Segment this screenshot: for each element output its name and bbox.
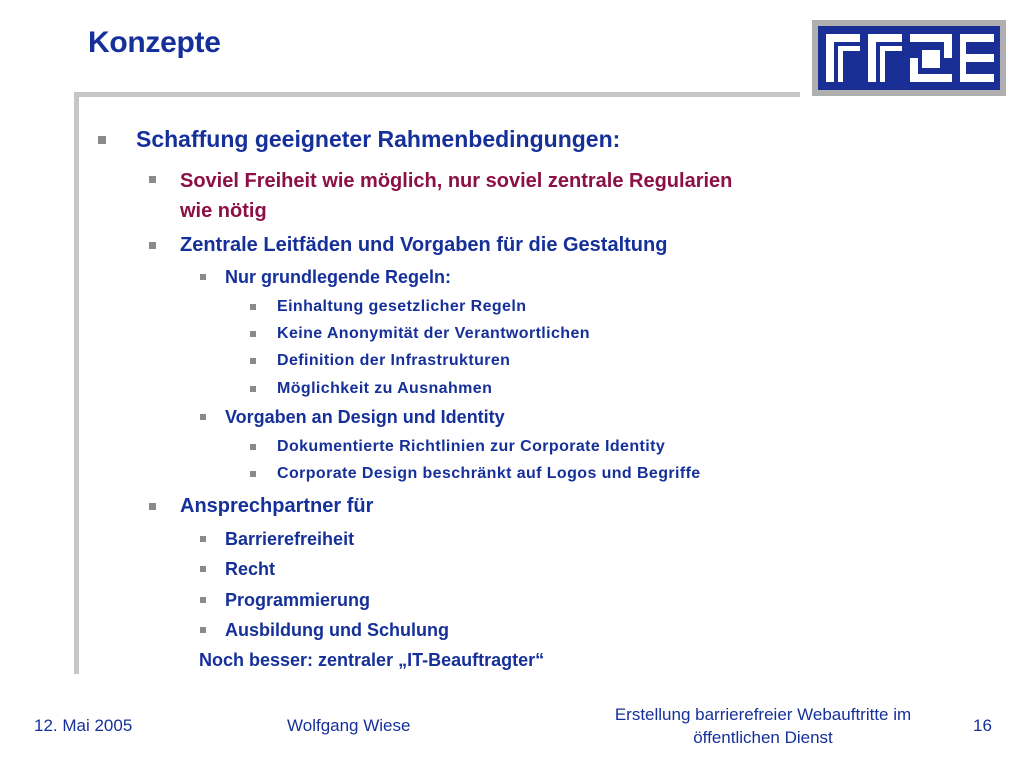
- square-bullet-icon: [250, 358, 256, 364]
- item-text: Schaffung geeigneter Rahmenbedingungen:: [136, 126, 621, 152]
- footer-title-line: Erstellung barrierefreier Webauftritte im: [614, 705, 912, 724]
- bullet-item: [200, 529, 354, 550]
- item-text: Ausbildung und Schulung: [225, 620, 449, 640]
- square-bullet-icon: [149, 242, 156, 249]
- item-text: Nur grundlegende Regeln:: [225, 267, 452, 287]
- square-bullet-icon: [250, 444, 256, 450]
- bullet-item: [98, 126, 620, 153]
- item-text: Dokumentierte Richtlinien zur Corporate Identity: [277, 438, 666, 455]
- rrze-logo: [812, 20, 1006, 96]
- frame-left-rule: [74, 92, 79, 674]
- bullet-item: [200, 620, 449, 641]
- square-bullet-icon: [250, 386, 256, 392]
- square-bullet-icon: [200, 627, 206, 633]
- item-text: Zentrale Leitfäden und Vorgaben für die Gestaltung: [180, 234, 668, 256]
- footer-date: 12. Mai 2005: [34, 716, 133, 735]
- item-text-line: Soviel Freiheit wie möglich, nur soviel zentrale Regularien: [180, 170, 733, 192]
- square-bullet-icon: [250, 471, 256, 477]
- bullet-item: [149, 495, 373, 518]
- item-text: Programmierung: [225, 590, 371, 610]
- item-text-highlight: [180, 166, 732, 226]
- bullet-item: [250, 465, 701, 483]
- square-bullet-icon: [250, 331, 256, 337]
- bullet-item: [250, 325, 590, 343]
- footer-title-line: öffentlichen Dienst: [693, 728, 833, 747]
- item-text: Barrierefreiheit: [225, 529, 355, 549]
- item-text: Ansprechpartner für: [180, 495, 374, 517]
- bullet-item: [250, 380, 492, 398]
- footer-presentation-title: [560, 703, 966, 749]
- bullet-item: [200, 267, 451, 288]
- footer-author: Wolfgang Wiese: [287, 716, 411, 735]
- item-text: Einhaltung gesetzlicher Regeln: [277, 298, 527, 315]
- item-text: Definition der Infrastrukturen: [277, 352, 511, 369]
- square-bullet-icon: [200, 536, 206, 542]
- note-text: Noch besser: zentraler „IT-Beauftragter“: [199, 650, 545, 670]
- square-bullet-icon: [149, 176, 156, 183]
- bullet-item: [200, 559, 275, 580]
- item-text: Corporate Design beschränkt auf Logos und Begriffe: [277, 465, 701, 482]
- item-text: Vorgaben an Design und Identity: [225, 407, 505, 427]
- bullet-item: [149, 166, 732, 226]
- square-bullet-icon: [98, 136, 106, 144]
- item-text-line: wie nötig: [180, 200, 267, 222]
- page-number: 16: [973, 716, 992, 735]
- square-bullet-icon: [149, 503, 156, 510]
- bullet-item: [200, 590, 370, 611]
- item-text: Möglichkeit zu Ausnahmen: [277, 380, 493, 397]
- bullet-item: [250, 298, 526, 316]
- bullet-item: [200, 407, 505, 428]
- square-bullet-icon: [200, 566, 206, 572]
- item-text: Recht: [225, 559, 276, 579]
- frame-top-rule: [74, 92, 800, 97]
- item-text: Keine Anonymität der Verantwortlichen: [277, 325, 590, 342]
- bullet-item: [250, 352, 510, 370]
- square-bullet-icon: [250, 304, 256, 310]
- square-bullet-icon: [200, 274, 206, 280]
- slide-title: Konzepte: [88, 26, 221, 59]
- square-bullet-icon: [200, 414, 206, 420]
- square-bullet-icon: [200, 597, 206, 603]
- bullet-item: [149, 234, 667, 257]
- bullet-item: [250, 438, 665, 456]
